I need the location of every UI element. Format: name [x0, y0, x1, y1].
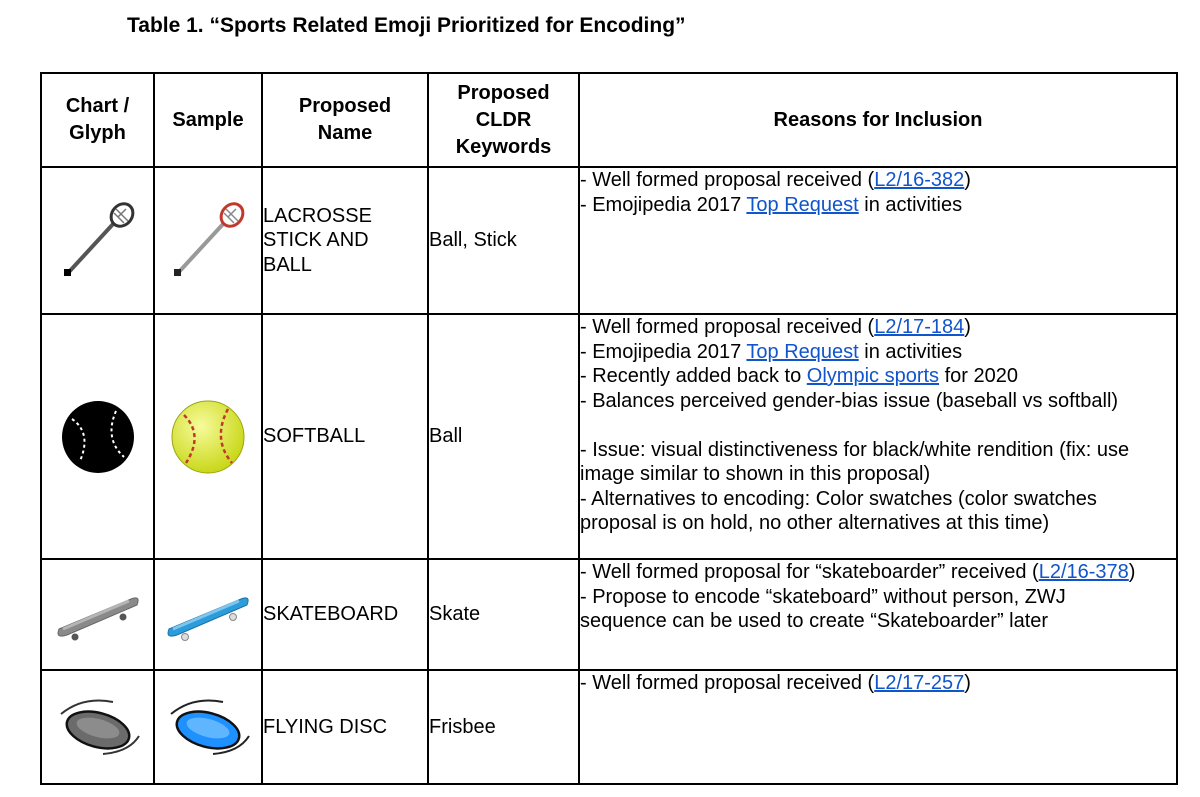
chart-glyph-cell: [41, 167, 154, 314]
table-row: [41, 670, 1177, 784]
keywords-cell: Ball: [428, 314, 579, 559]
proposal-link[interactable]: L2/17-184: [874, 316, 965, 338]
softball-icon: [168, 397, 248, 477]
proposal-link[interactable]: L2/16-382: [874, 169, 965, 191]
proposed-name-cell: FLYING DISC: [262, 670, 428, 784]
sample-cell: [154, 314, 262, 559]
chart-glyph-cell: [41, 670, 154, 784]
flying-disc-icon: [53, 692, 143, 762]
table-row: [41, 314, 1177, 559]
proposal-link[interactable]: L2/16-378: [1038, 561, 1129, 583]
lacrosse-stick-icon: [58, 201, 138, 281]
skateboard-icon: [53, 585, 143, 645]
table-row: [41, 559, 1177, 670]
proposed-name-cell: SKATEBOARD: [262, 559, 428, 670]
table-row: [41, 167, 1177, 314]
sample-cell: [154, 559, 262, 670]
table-title: Table 1. “Sports Related Emoji Prioritized for Encoding”: [127, 14, 686, 37]
skateboard-icon: [163, 585, 253, 645]
header-proposed-name: Proposed Name: [262, 73, 428, 167]
header-cldr-keywords: Proposed CLDR Keywords: [428, 73, 579, 167]
header-row: [41, 73, 1177, 167]
reasons-cell: - Well formed proposal received (L2/17-257): [579, 670, 1177, 784]
keywords-cell: Frisbee: [428, 670, 579, 784]
header-chart-glyph: Chart / Glyph: [41, 73, 154, 167]
reasons-cell: - Well formed proposal for “skateboarder” received (L2/16-378) - Propose to encode “skateboard” without person, ZWJ sequence can be used to create “Skateboarder” later: [579, 559, 1177, 670]
sample-cell: [154, 670, 262, 784]
flying-disc-icon: [163, 692, 253, 762]
keywords-cell: Ball, Stick: [428, 167, 579, 314]
chart-glyph-cell: [41, 314, 154, 559]
proposed-name-cell: SOFTBALL: [262, 314, 428, 559]
top-request-link[interactable]: Top Request: [746, 340, 859, 363]
proposed-name-cell: LACROSSE STICK AND BALL: [262, 167, 428, 314]
sample-cell: [154, 167, 262, 314]
olympic-sports-link[interactable]: Olympic sports: [806, 365, 940, 387]
softball-icon: [58, 397, 138, 477]
proposal-link[interactable]: L2/17-257: [874, 672, 965, 694]
keywords-cell: Skate: [428, 559, 579, 670]
top-request-link[interactable]: Top Request: [746, 193, 859, 216]
reasons-cell: - Well formed proposal received (L2/16-382) - Emojipedia 2017 Top Request in activities: [579, 167, 1177, 314]
emoji-table: [40, 72, 1178, 785]
header-sample: Sample: [154, 73, 262, 167]
chart-glyph-cell: [41, 559, 154, 670]
header-reasons: Reasons for Inclusion: [579, 73, 1177, 167]
lacrosse-stick-icon: [168, 201, 248, 281]
reasons-cell: - Well formed proposal received (L2/17-184) - Emojipedia 2017 Top Request in activities - Recently added back to Olympic sports for 2020 - Balances perceived gender-bias issue (baseball vs softball) - Issue: visual distinctiveness for black/white rendition (fix: use image similar to shown in this proposal) - Alternatives to encoding: Color swatches (color swatches proposal is on hold, no other alternatives at this time): [579, 314, 1177, 559]
